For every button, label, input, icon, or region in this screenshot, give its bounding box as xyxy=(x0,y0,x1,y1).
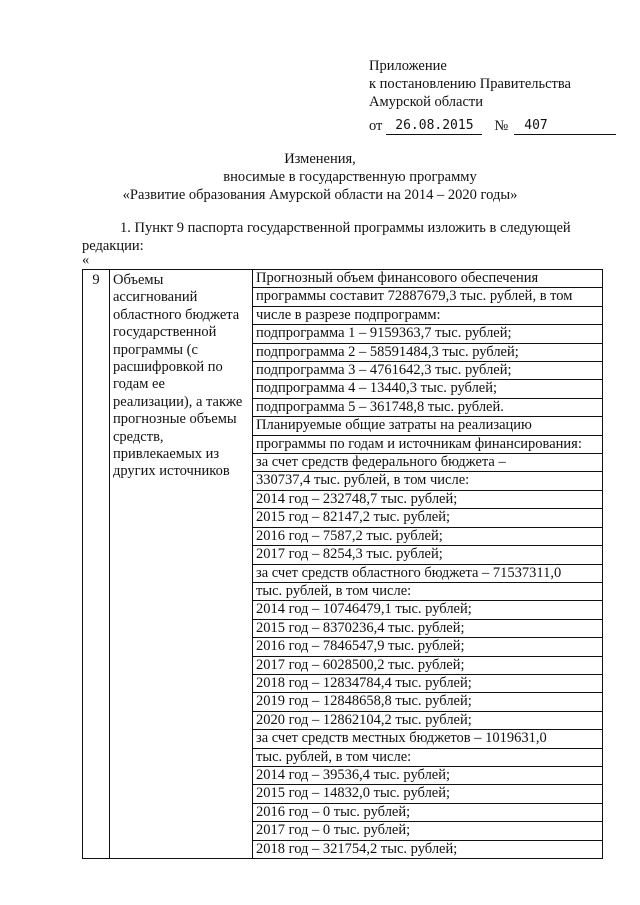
name-line: программы (с xyxy=(113,341,198,358)
name-line: привлекаемых из xyxy=(113,446,220,463)
value-line: 330737,4 тыс. рублей, в том числе: xyxy=(253,471,602,489)
name-line: других источников xyxy=(113,463,230,480)
name-line: областного бюджета xyxy=(113,306,240,323)
passport-table xyxy=(82,269,603,859)
name-line: средств, xyxy=(113,428,164,445)
value-line: 2016 год – 7587,2 тыс. рублей; xyxy=(253,527,602,545)
value-line: Прогнозный объем финансового обеспечения xyxy=(256,270,539,286)
value-line: 2016 год – 7846547,9 тыс. рублей; xyxy=(253,637,602,655)
heading-program-name: «Развитие образования Амурской области на 2014 – 2020 годы» xyxy=(122,187,518,203)
value-line: 2015 год – 8370236,4 тыс. рублей; xyxy=(253,619,602,637)
name-line: расшифровкой по xyxy=(113,359,223,376)
value-line: за счет средств федерального бюджета – xyxy=(253,453,602,471)
value-line: тыс. рублей, в том числе: xyxy=(253,748,602,766)
name-line: реализации), а также xyxy=(113,393,243,410)
annex-resolution: к постановлению Правительства xyxy=(369,76,571,92)
value-line: Планируемые общие затраты на реализацию xyxy=(253,416,602,434)
value-line: 2016 год – 0 тыс. рублей; xyxy=(253,803,602,821)
row-value-cell xyxy=(253,270,603,859)
annex-title: Приложение xyxy=(369,58,447,74)
row-number-cell xyxy=(83,270,110,859)
value-line: подпрограмма 5 – 361748,8 тыс. рублей. xyxy=(253,398,602,416)
annex-number-label: № xyxy=(494,118,509,134)
name-line: ассигнований xyxy=(113,289,198,306)
value-line: 2018 год – 12834784,4 тыс. рублей; xyxy=(253,674,602,692)
value-line: 2015 год – 82147,2 тыс. рублей; xyxy=(253,508,602,526)
value-line: 2017 год – 0 тыс. рублей; xyxy=(253,821,602,839)
value-line: 2014 год – 39536,4 тыс. рублей; xyxy=(253,766,602,784)
row-name xyxy=(110,270,252,481)
item-1-text: 1. Пункт 9 паспорта государственной программы изложить в следующей xyxy=(120,220,571,236)
value-line: программы по годам и источникам финансирования: xyxy=(253,435,602,453)
annex-date-line xyxy=(369,117,616,135)
value-line: 2015 год – 14832,0 тыс. рублей; xyxy=(253,784,602,802)
annex-date: 26.08.2015 xyxy=(386,118,482,135)
value-line: подпрограмма 1 – 9159363,7 тыс. рублей; xyxy=(253,324,602,342)
value-line: подпрограмма 3 – 4761642,3 тыс. рублей; xyxy=(253,361,602,379)
heading-subtitle: вносимые в государственную программу xyxy=(223,169,477,185)
name-line: годам ее xyxy=(113,376,165,393)
value-line: за счет средств местных бюджетов – 1019631,0 xyxy=(253,729,602,747)
value-line: программы составит 72887679,3 тыс. рублей, в том xyxy=(253,287,602,305)
row-name-cell xyxy=(110,270,253,859)
value-line: за счет средств областного бюджета – 71537311,0 xyxy=(253,564,602,582)
annex-region: Амурской области xyxy=(369,94,483,110)
value-line: подпрограмма 4 – 13440,3 тыс. рублей; xyxy=(253,379,602,397)
annex-block xyxy=(369,57,616,135)
value-line: 2014 год – 232748,7 тыс. рублей; xyxy=(253,490,602,508)
value-line: 2014 год – 10746479,1 тыс. рублей; xyxy=(253,600,602,618)
name-line: Объемы xyxy=(113,272,164,288)
value-line: 2018 год – 321754,2 тыс. рублей; xyxy=(253,840,602,858)
value-line: 2017 год – 6028500,2 тыс. рублей; xyxy=(253,656,602,674)
value-line: подпрограмма 2 – 58591484,3 тыс. рублей; xyxy=(253,343,602,361)
value-line: 2020 год – 12862104,2 тыс. рублей; xyxy=(253,711,602,729)
name-line: государственной xyxy=(113,324,217,341)
row-number: 9 xyxy=(92,272,100,288)
value-line: 2019 год – 12848658,8 тыс. рублей; xyxy=(253,692,602,710)
item-1 xyxy=(82,219,602,255)
table-row xyxy=(83,270,603,859)
annex-number: 407 xyxy=(514,118,616,135)
item-1-text-continued: редакции: xyxy=(82,238,144,254)
value-line: числе в разрезе подпрограмм: xyxy=(253,306,602,324)
heading-title: Изменения, xyxy=(284,151,356,167)
value-line: 2017 год – 8254,3 тыс. рублей; xyxy=(253,545,602,563)
value-line: тыс. рублей, в том числе: xyxy=(253,582,602,600)
opening-quote: « xyxy=(82,252,90,268)
name-line: прогнозные объемы xyxy=(113,411,237,428)
document-heading xyxy=(0,150,640,204)
annex-from-label: от xyxy=(369,118,383,134)
